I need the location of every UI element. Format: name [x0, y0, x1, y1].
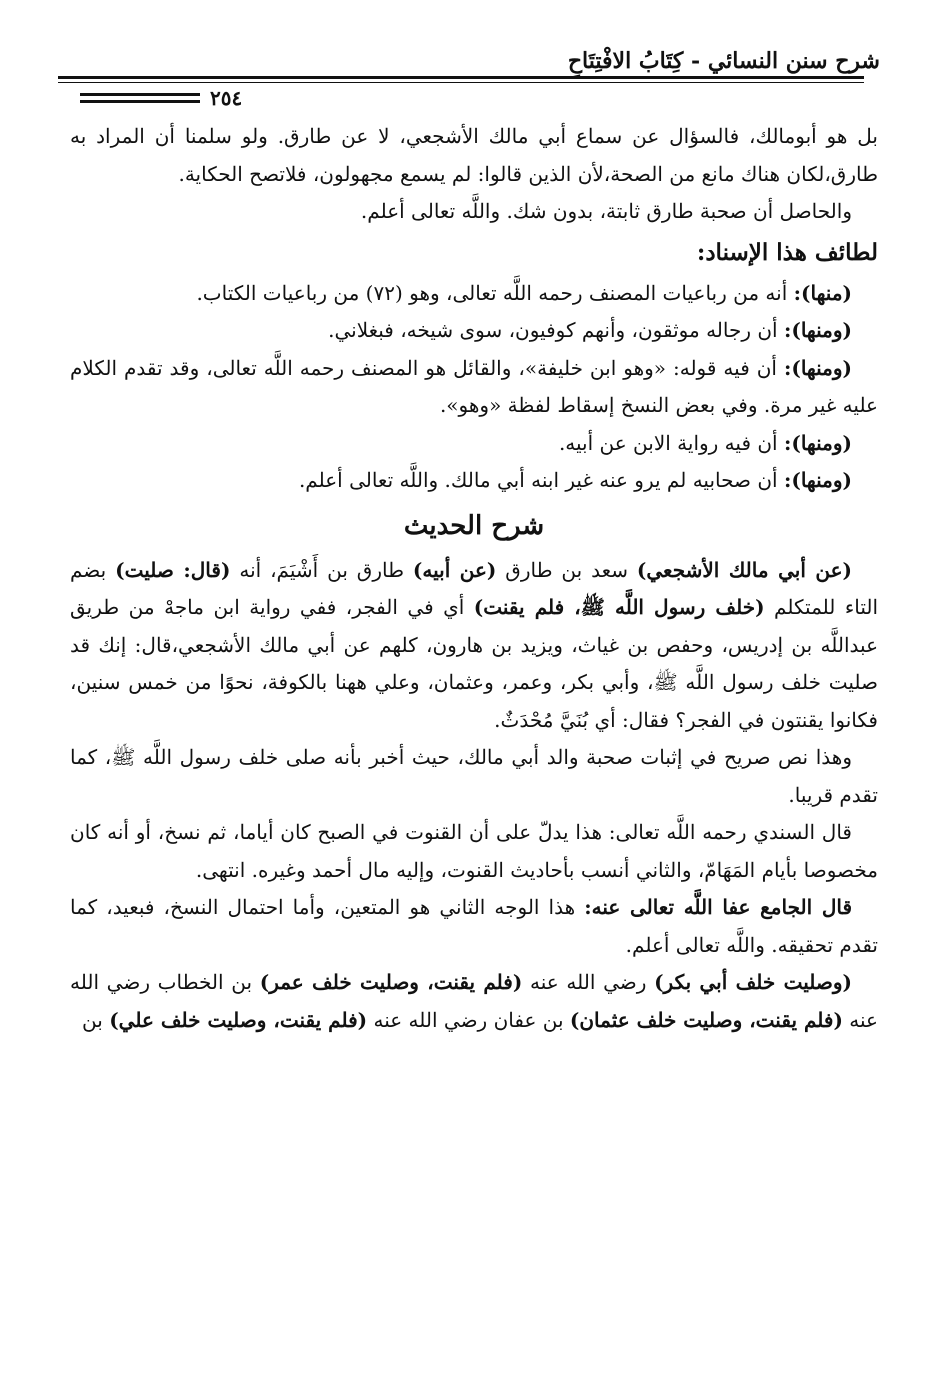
item-text: أنه من رباعيات المصنف رحمه اللَّه تعالى، وهو (٧٢) من رباعيات الكتاب. — [196, 280, 794, 305]
page-number: ٢٥٤ — [210, 86, 243, 110]
commentary-text: رضي الله عنه — [522, 970, 655, 994]
quoted-text: (فلم يقنت، وصليت خلف علي) — [109, 1007, 368, 1032]
running-header: شرح سنن النسائي - كِتَابُ الافْتِتَاحِ — [567, 48, 880, 74]
commentary-text: بن عفان رضي الله عنه — [367, 1007, 570, 1032]
item-text: أن رجاله موثقون، وأنهم كوفيون، سوى شيخه، فبغلاني. — [328, 318, 784, 342]
paragraph: بل هو أبومالك، فالسؤال عن سماع أبي مالك الأشجعي، لا عن طارق. ولو سلمنا أن المراد به طارق،لكان هناك مانع من الصحة،لأن الذين قالوا: لم يسمع مجهولون، فلاتصح الحكاية. — [70, 124, 878, 186]
header-rule-thin — [58, 82, 864, 83]
header-rule — [58, 76, 864, 79]
item-text: أن فيه قوله: «وهو ابن خليفة»، والقائل هو المصنف رحمه اللَّه تعالى، وقد تقدم الكلام عليه غير مرة. وفي بعض النسخ إسقاط لفظة «وهو». — [70, 355, 878, 417]
paragraph — [70, 552, 878, 740]
item-marker: (ومنها): — [783, 355, 852, 380]
paragraph — [70, 964, 878, 1039]
commentary-text: أي في الفجر، ففي رواية ابن ماجهْ من طريق عبداللَّه بن إدريس، وحفص بن غياث، ويزيد بن هارون، كلهم عن أبي مالك الأشجعي،قال: إنك قد صليت خلف رسول اللَّه ﷺ، وأبي بكر، وعمر، وعثمان، وعلي ههنا بالكوفة، نحوًا من خمس سنين، فكانوا يقنتون في الفجر؟ فقال: أي بُنَيَّ مُحْدَثٌ. — [70, 595, 879, 732]
commentary-text: هذا الوجه الثاني هو المتعين، وأما احتمال النسخ، فبعيد، كما تقدم تحقيقه. واللَّه تعالى أعلم. — [70, 895, 878, 957]
quoted-text: (وصليت خلف أبي بكر) — [654, 970, 852, 994]
list-item — [70, 275, 878, 313]
commentary-text: بن — [82, 1007, 110, 1032]
quoted-text: (فلم يقنت، وصليت خلف عثمان) — [569, 1007, 843, 1032]
body-text — [70, 118, 878, 1039]
quoted-text: (قال: صليت) — [115, 557, 231, 582]
paragraph: والحاصل أن صحبة طارق ثابتة، بدون شك. واللَّه تعالى أعلم. — [360, 199, 852, 223]
section-title: شرح الحديث — [403, 510, 545, 541]
quoted-text: (عن أبيه) — [412, 557, 497, 582]
paragraph — [70, 889, 878, 964]
paragraph: قال السندي رحمه اللَّه تعالى: هذا يدلّ على أن القنوت في الصبح كان أياما، ثم نسخ، أو أنه كان مخصوصا بأيام المَهَامّ، والثاني أنسب بأحاديث القنوت، وإليه مال أحمد وغيره. انتهى. — [70, 820, 878, 882]
commentary-text: بضم التاء للمتكلم — [70, 557, 879, 619]
list-item — [70, 350, 878, 425]
list-item — [70, 312, 878, 350]
list-item — [70, 462, 878, 500]
item-text: أن فيه رواية الابن عن أبيه. — [558, 430, 784, 455]
commentary-text: سعد بن طارق — [496, 557, 637, 582]
page-number-rule-top — [80, 93, 200, 96]
item-marker: (ومنها): — [783, 430, 852, 455]
list-item — [70, 425, 878, 463]
quoted-text: (خلف رسول اللَّه ﷺ، فلم يقنت) — [473, 595, 765, 619]
author-note-label: قال الجامع عفا اللَّه تعالى عنه: — [584, 895, 853, 919]
quoted-text: (فلم يقنت، وصليت خلف عمر) — [259, 970, 523, 994]
item-marker: (ومنها): — [783, 318, 852, 342]
section-heading: لطائف هذا الإسناد: — [696, 238, 878, 266]
page-number-rule-bottom — [80, 100, 200, 103]
item-marker: (ومنها): — [783, 468, 852, 492]
item-text: أن صحابيه لم يرو عنه غير ابنه أبي مالك. واللَّه تعالى أعلم. — [298, 468, 784, 492]
paragraph: وهذا نص صريح في إثبات صحبة والد أبي مالك، حيث أخبر بأنه صلى خلف رسول اللَّه ﷺ، كما تقدم قريبا. — [70, 745, 878, 807]
commentary-text: طارق بن أَشْيَمَ، أنه — [230, 557, 413, 582]
quoted-text: (عن أبي مالك الأشجعي) — [636, 557, 853, 582]
item-marker: (منها): — [793, 280, 852, 305]
commentary-text: بن الخطاب رضي الله عنه — [70, 970, 878, 1032]
